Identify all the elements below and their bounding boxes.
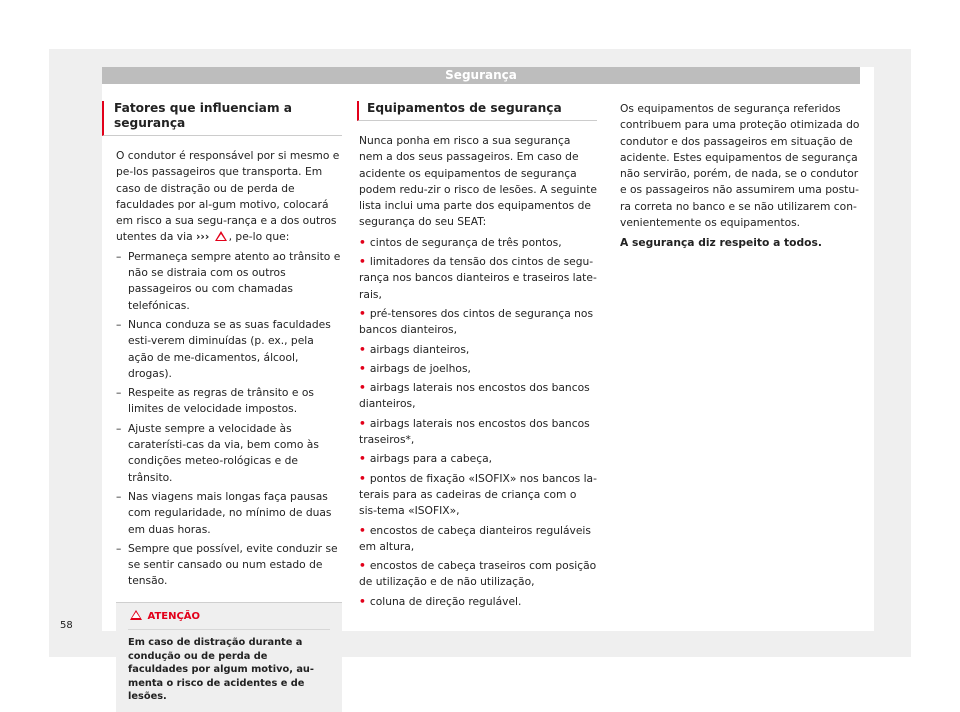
list-item: • airbags laterais nos encostos dos bancos traseiros*, (359, 416, 590, 447)
list-item: • encostos de cabeça dianteiros reguláveis em altura, (359, 523, 591, 553)
list-item: – Permaneça sempre atento ao trânsito e não se distraia com os outros passageiros ou com chamadas telefónicas. (116, 249, 342, 314)
intro-text: O condutor é responsável por si mesmo e pe-los passageiros que transporta. Em caso de distração ou de perda de faculdades por al-gum motivo, colocará em risco a sua segu-rança e a dos outros utentes da via (116, 149, 340, 244)
list-item: • airbags para a cabeça, (359, 452, 493, 466)
list-item: • pré-tensores dos cintos de segurança nos bancos dianteiros, (359, 306, 594, 337)
list-item: – Sempre que possível, evite conduzir se se sentir cansado ou num estado de tensão. (116, 541, 342, 590)
list-item: • airbags dianteiros, (359, 342, 470, 356)
section-title-factors: Fatores que influenciam a segurança (102, 101, 342, 136)
list-item: • cintos de segurança de três pontos, (359, 235, 562, 249)
column-middle (359, 101, 597, 613)
section-title-equipment: Equipamentos de segurança (357, 101, 597, 121)
factors-list (116, 249, 342, 590)
list-item: – Ajuste sempre a velocidade às caraterísti-cas da via, bem como às condições meteo-rológicas e de trânsito. (116, 421, 342, 486)
closing-emphasis: A segurança diz respeito a todos. (620, 236, 822, 250)
list-item: • coluna de direção regulável. (359, 594, 522, 608)
warning-text: Em caso de distração durante a condução ou de perda de faculdades por algum motivo, au-menta o risco de acidentes e de lesões. (128, 637, 314, 703)
chapter-header: Segurança (102, 67, 860, 84)
list-item: – Nunca conduza se as suas faculdades esti-verem diminuídas (p. ex., pela ação de me-dicamentos, álcool, drogas). (116, 317, 342, 382)
list-item: • airbags laterais nos encostos dos bancos dianteiros, (359, 381, 590, 411)
bullet-icon: • (359, 342, 366, 356)
closing-paragraph: Os equipamentos de segurança referidos contribuem para uma proteção otimizada do condutor e dos passageiros em situação de acidente. Estes equipamentos de segurança não servirão, porém, de nada, se o condutor e os passageiros não assumirem uma postu-ra correta no banco e se não utilizarem con-venientemente os equipamentos. (620, 102, 860, 230)
cross-reference-arrow[interactable]: ››› (196, 230, 210, 244)
list-item: • pontos de fixação «ISOFIX» nos bancos la-terais para as cadeiras de criança com o sis-tema «ISOFIX», (359, 471, 597, 518)
bullet-icon: • (359, 594, 366, 608)
bullet-icon: • (359, 416, 366, 430)
warning-box (116, 602, 342, 712)
bullet-icon: • (359, 523, 366, 537)
warning-title (128, 609, 330, 630)
intro-paragraph (116, 148, 342, 246)
equipment-intro: Nunca ponha em risco a sua segurança nem a dos seus passageiros. Em caso de acidente os equipamentos de segurança podem redu-zir o risco de lesões. A seguinte lista inclui uma parte dos equipamentos de segurança do seu SEAT: (359, 134, 597, 229)
bullet-icon: • (359, 255, 366, 269)
bullet-icon: • (359, 361, 366, 375)
list-item: • airbags de joelhos, (359, 361, 471, 375)
column-left (116, 101, 342, 712)
warning-triangle-icon (215, 231, 227, 241)
warning-triangle-icon (130, 610, 142, 620)
list-item: – Respeite as regras de trânsito e os limites de velocidade impostos. (116, 385, 342, 418)
bullet-icon: • (359, 235, 366, 249)
bullet-icon: • (359, 381, 366, 395)
bullet-icon: • (359, 452, 366, 466)
equipment-list (359, 235, 597, 610)
list-item: • limitadores da tensão dos cintos de segu-rança nos bancos dianteiros e traseiros late-rais, (359, 255, 597, 301)
bullet-icon: • (359, 471, 366, 485)
list-item: • encostos de cabeça traseiros com posição de utilização e de não utilização, (359, 559, 597, 589)
warning-title-text: ATENÇÃO (147, 610, 201, 622)
bullet-icon: • (359, 559, 366, 573)
page-number: 58 (60, 620, 73, 631)
bullet-icon: • (359, 306, 366, 320)
intro-text-end: , pe-lo que: (228, 230, 290, 244)
column-right (620, 101, 860, 252)
list-item: – Nas viagens mais longas faça pausas com regularidade, no mínimo de duas em duas horas. (116, 489, 342, 538)
